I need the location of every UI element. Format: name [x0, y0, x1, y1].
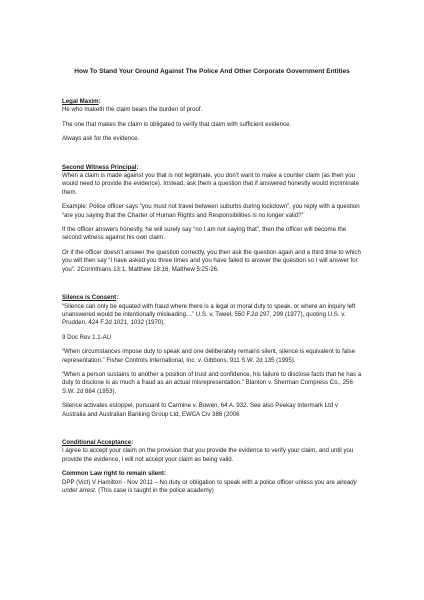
legal-maxim-heading-colon: :: [98, 98, 101, 105]
second-witness-paragraph-1: When a claim is made against you that is not legitimate, you don’t want to make a counter claim (as then you would need to provide the evidence). Instead, ask them a question that if answered honestly would incriminate them.: [62, 172, 360, 196]
silence-paragraph-3: “When circumstances impose duty to speak and one deliberately remains silent, silence is equivalent to false representation.” Fisher Controls International, Inc. v. Gibbons, 911 S.W. 2d 135 (1995).: [62, 348, 355, 364]
common-law-paragraph-italic: already under arrest: [62, 478, 357, 494]
legal-maxim-paragraph-2: The one that makes the claim is obligated to verify that claim with sufficient evidence.: [62, 120, 292, 128]
document-body: [62, 67, 362, 501]
silence-heading-text: Silence is Consent: [62, 294, 117, 302]
conditional-acceptance-heading-text: Conditional Acceptance: [62, 438, 132, 446]
conditional-acceptance-paragraph: I agree to accept your claim on the provision that you provide the evidence to verify your claim, and until you provide the evidence, I will not accept your claim as being valid.: [62, 447, 354, 463]
document-title: How To Stand Your Ground Against The Police And Other Corporate Government Entities: [74, 68, 350, 75]
silence-heading: [62, 294, 362, 302]
common-law-heading: Common Law right to remain silent:: [62, 470, 166, 478]
second-witness-paragraph-3: If the officer answers honestly, he will surely say “no I am not saying that”, then the officer will become the second witness against his own claim.: [62, 226, 347, 242]
silence-paragraph-2: 9 Doc Rev 1.1-AU: [62, 333, 112, 341]
legal-maxim-paragraph-1: He who maketh the claim bears the burden of proof.: [62, 106, 203, 114]
legal-maxim-heading: [62, 98, 362, 106]
legal-maxim-heading-text: Legal Maxim: [62, 98, 99, 105]
legal-maxim-paragraph-3: Always ask for the evidence.: [62, 135, 140, 143]
conditional-acceptance-heading: [62, 439, 362, 447]
second-witness-heading-colon: :: [136, 163, 139, 171]
second-witness-heading-text: Second Witness Principal: [62, 163, 137, 171]
silence-heading-colon: :: [116, 294, 119, 302]
common-law-paragraph-end: . (This case is taught in the police academy): [94, 487, 214, 494]
conditional-acceptance-heading-colon: :: [131, 438, 134, 446]
common-law-paragraph-start: DPP (Vict) V Hamilton - Nov 2011 – No duty or obligation to speak with a police officer unless you are: [62, 478, 337, 486]
silence-paragraph-5: Silence activates estoppel, pursuant to Carmine v. Bowen, 64 A. 932. See also Peekay Intermark Ltd v Australia and Australian Banking Group Ltd, EWCA Civ 386 (2006: [62, 402, 338, 418]
second-witness-paragraph-4: Or if the officer doesn’t answer the question correctly, you then ask the question again and a third time to which you will then say “I have asked you three times and you have failed to answer the question so I will answer for you”. 2Corinthians 13:1, Matthew 18:16, Matthew 5:25-26.: [62, 248, 361, 273]
silence-paragraph-4: “When a person sustains to another a position of trust and confidence, his failure to disclose facts that he has a duty to disclose is as much a fraud as an actual misrepresentation.” Blanton v. Sherman Compress Co., 256 S.W. 2d 884 (1953).: [62, 370, 362, 395]
silence-paragraph-1: “Silence can only be equated with fraud where there is a legal or moral duty to speak, or where an inquiry left unanswered would be intentionally misleading…” U.S. v. Tweel, 550 F.2d 297, 299 (1977), quoting U.S. v. Prudden, 424 F.2d 1021, 1032 (1970).: [62, 302, 356, 327]
second-witness-heading: [62, 164, 362, 172]
common-law-paragraph: [62, 479, 362, 496]
second-witness-paragraph-2: Example: Police officer says “you must not travel between suburbs during lockdown”, you reply with a question “are you saying that the Charter of Human Rights and Responsibilities is no longer valid?”: [62, 203, 360, 219]
